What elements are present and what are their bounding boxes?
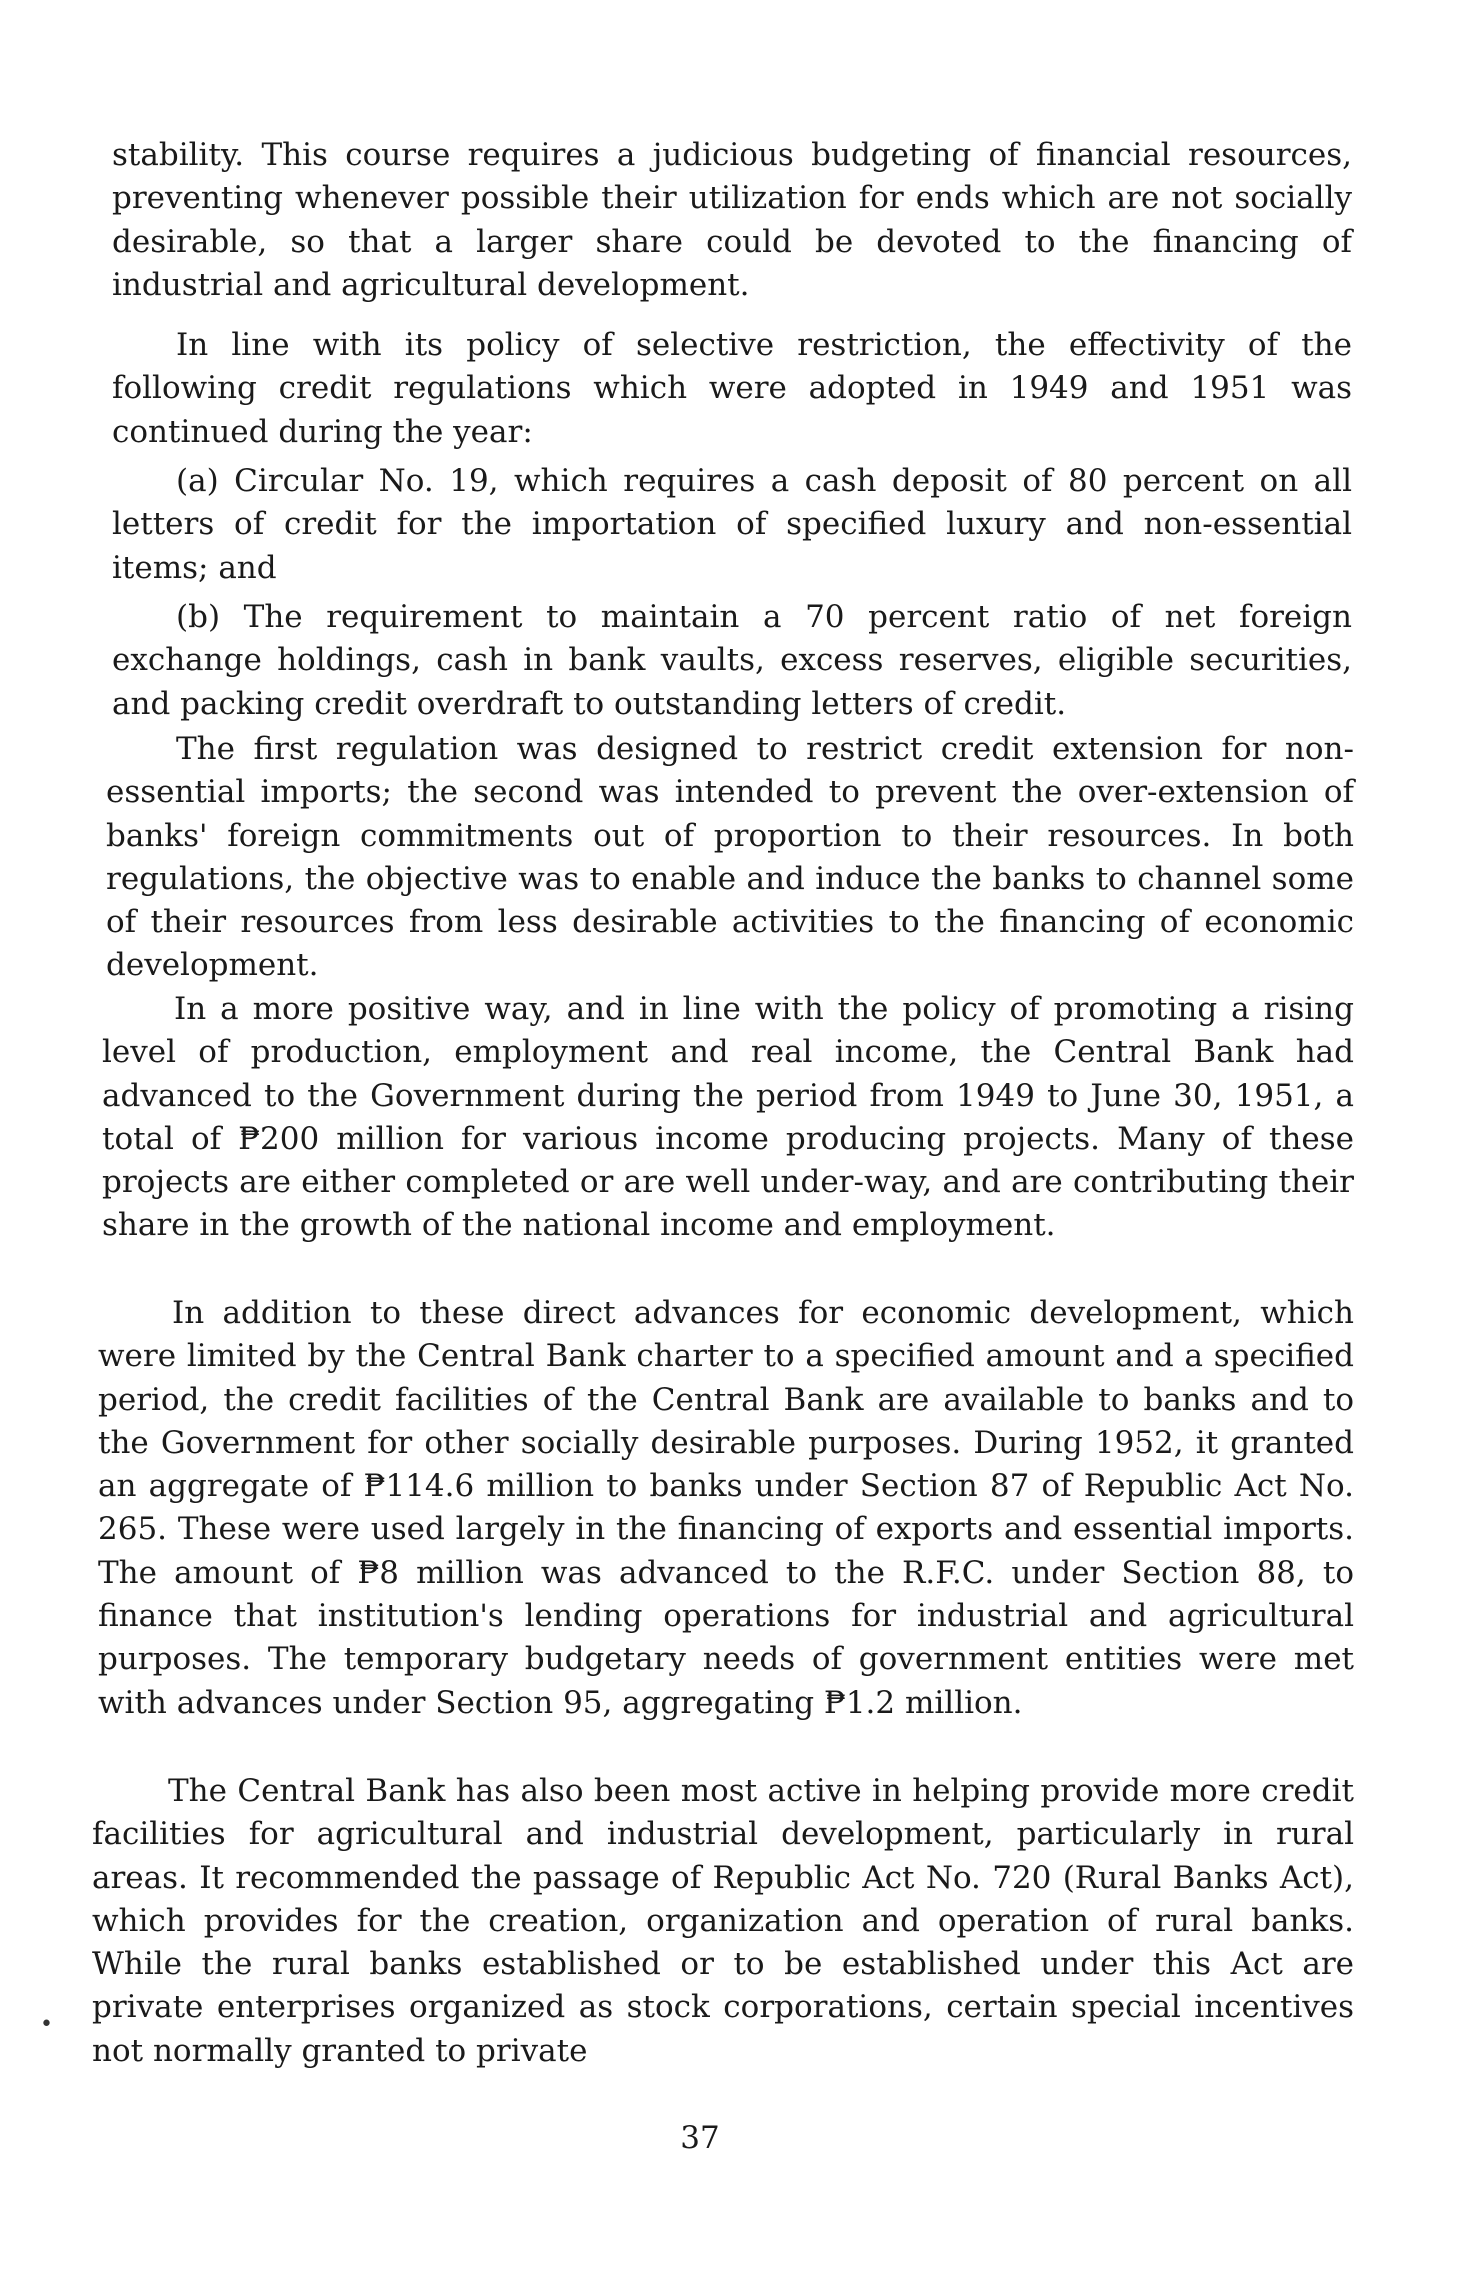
paragraph-positive-way: In a more positive way, and in line with the policy of promoting a rising level of production, employment and real income, the Central Bank had advanced to the Government during the period from 1949 to June 30, 1951, a total of ₱200 million for various income producing projects. Many of these projects are either completed or are well under-way, and are contributing their share in the growth of the national income and employment. (102, 991, 1354, 1244)
paragraph-rural-banks: The Central Bank has also been most active in helping provide more credit facilities for agricultural and industrial development, particularly in rural areas. It recommended the passage of Republic Act No. 720 (Rural Banks Act), which provides for the creation, organization and operation of rural banks. While the rural banks established or to be established under this Act are private enterprises organized as stock corporations, certain special incentives not normally granted to private (92, 1773, 1354, 2069)
paragraph-selective-restriction: In line with its policy of selective restriction, the effectivity of the following credit regulations which were adopted in 1949 and 1951 was continued during the year: (112, 327, 1352, 450)
paragraph-first-regulation: The first regulation was designed to restrict credit extension for non-essential imports; the second was intended to prevent the over-extension of banks' foreign commitments out of proportion to their resources. In both regulations, the objective was to enable and induce the banks to channel some of their resources from less desirable activities to the financing of economic development. (106, 731, 1354, 984)
page-number: 37 (680, 2120, 720, 2156)
margin-mark: • (40, 2012, 53, 2037)
paragraph-direct-advances: In addition to these direct advances for economic development, which were limited by the Central Bank charter to a specified amount and a specified period, the credit facilities of the Central Bank are available to banks and to the Government for other socially desirable purposes. During 1952, it granted an aggregate of ₱114.6 million to banks under Section 87 of Republic Act No. 265. These were used largely in the financing of exports and essential imports. The amount of ₱8 million was advanced to the R.F.C. under Section 88, to finance that institution's lending operations for industrial and agricultural purposes. The temporary budgetary needs of government entities were met with advances under Section 95, aggregating ₱1.2 million. (98, 1295, 1354, 1721)
paragraph-item-b: (b) The requirement to maintain a 70 percent ratio of net foreign exchange holdings, cash in bank vaults, excess reserves, eligible securities, and packing credit overdraft to outstanding letters of credit. (112, 599, 1352, 722)
paragraph-stability: stability. This course requires a judicious budgeting of financial resources, preventing whenever possible their utilization for ends which are not socially desirable, so that a larger share could be devoted to the financing of industrial and agricultural development. (112, 137, 1352, 303)
paragraph-item-a: (a) Circular No. 19, which requires a cash deposit of 80 percent on all letters of credit for the importation of specified luxury and non-essential items; and (112, 463, 1352, 586)
